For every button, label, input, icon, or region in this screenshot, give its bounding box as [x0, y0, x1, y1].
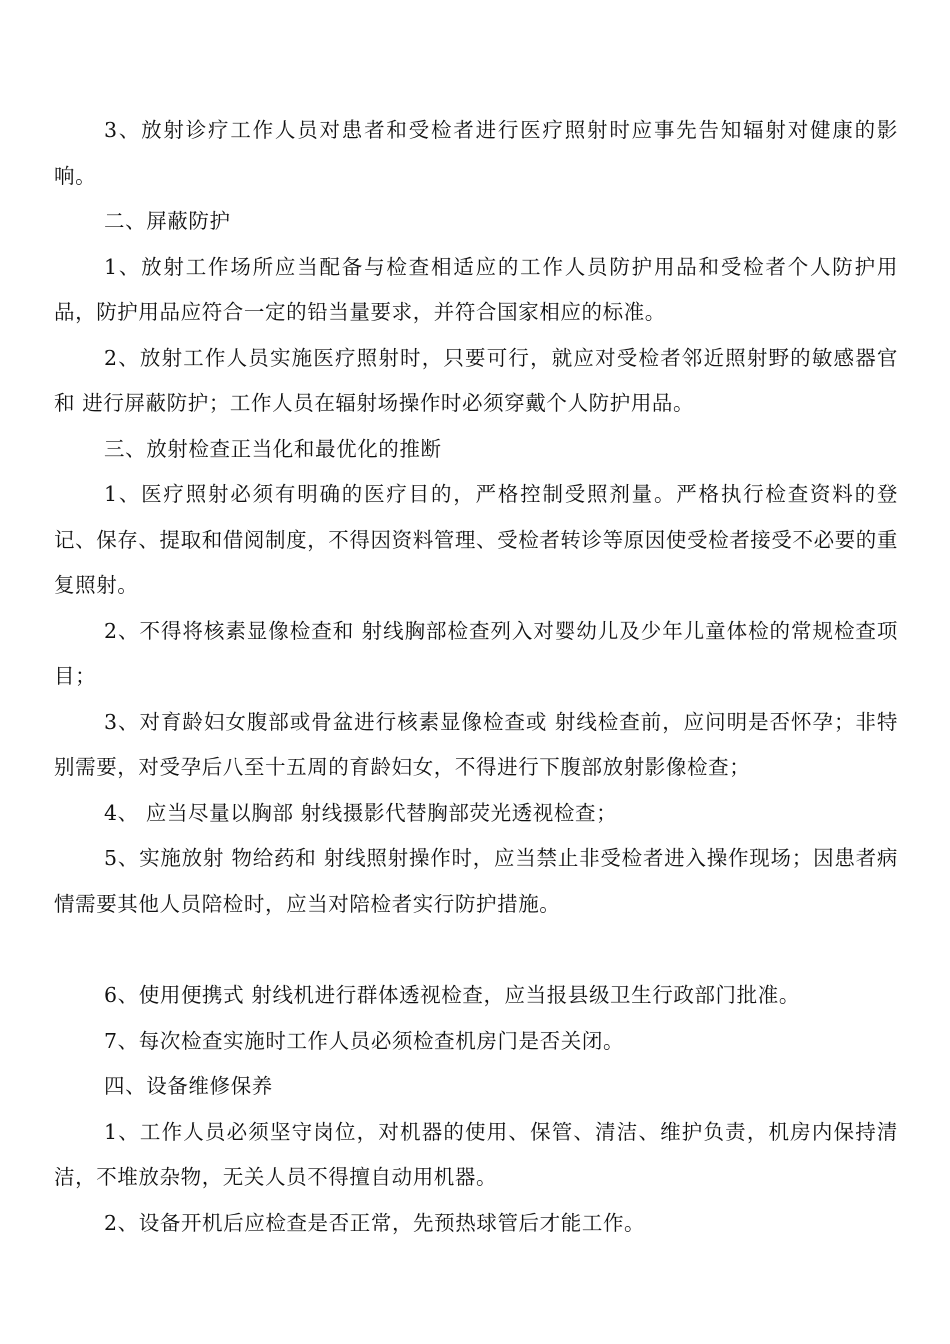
paragraph-justification-1: 1、医疗照射必须有明确的医疗目的，严格控制受照剂量。严格执行检查资料的登记、保存、提取和借阅制度，不得因资料管理、受检者转诊等原因使受检者接受不必要的重复照射。: [54, 482, 898, 597]
paragraph-maintenance-1: 1、工作人员必须坚守岗位，对机器的使用、保管、清洁、维护负责，机房内保持清洁，不堆放杂物，无关人员不得擅自动用机器。: [54, 1119, 898, 1189]
paragraph-shielding-2: 2、放射工作人员实施医疗照射时，只要可行，就应对受检者邻近照射野的敏感器官和 进行屏蔽防护；工作人员在辐射场操作时必须穿戴个人防护用品。: [54, 345, 898, 415]
paragraph-justification-4: 4、 应当尽量以胸部 射线摄影代替胸部荧光透视检查；: [104, 800, 618, 825]
paragraph-shielding-1: 1、放射工作场所应当配备与检查相适应的工作人员防护用品和受检者个人防护用品，防护用品应符合一定的铅当量要求，并符合国家相应的标准。: [54, 254, 898, 324]
paragraph-justification-6: 6、使用便携式 射线机进行群体透视检查，应当报县级卫生行政部门批准。: [104, 983, 800, 1007]
paragraph-justification-5: 5、实施放射 物给药和 射线照射操作时，应当禁止非受检者进入操作现场；因患者病情需要其他人员陪检时，应当对陪检者实行防护措施。: [54, 846, 898, 916]
section-heading-maintenance: 四、设备维修保养: [104, 1074, 273, 1098]
paragraph-maintenance-2: 2、设备开机后应检查是否正常，先预热球管后才能工作。: [104, 1210, 646, 1235]
section-heading-justification: 三、放射检查正当化和最优化的推断: [104, 436, 442, 461]
paragraph-justification-7: 7、每次检查实施时工作人员必须检查机房门是否关闭。: [104, 1028, 625, 1053]
paragraph-justification-3: 3、对育龄妇女腹部或骨盆进行核素显像检查或 射线检查前，应问明是否怀孕；非特别需要，对受孕后八至十五周的育龄妇女，不得进行下腹部放射影像检查；: [54, 709, 898, 779]
section-heading-shielding: 二、屏蔽防护: [104, 209, 231, 233]
paragraph-3-inform-risk: 3、放射诊疗工作人员对患者和受检者进行医疗照射时应事先告知辐射对健康的影响。: [54, 118, 898, 188]
paragraph-gap: [54, 927, 898, 973]
paragraph-justification-2: 2、不得将核素显像检查和 射线胸部检查列入对婴幼儿及少年儿童体检的常规检查项目；: [54, 618, 898, 688]
document-page: [54, 108, 898, 1246]
